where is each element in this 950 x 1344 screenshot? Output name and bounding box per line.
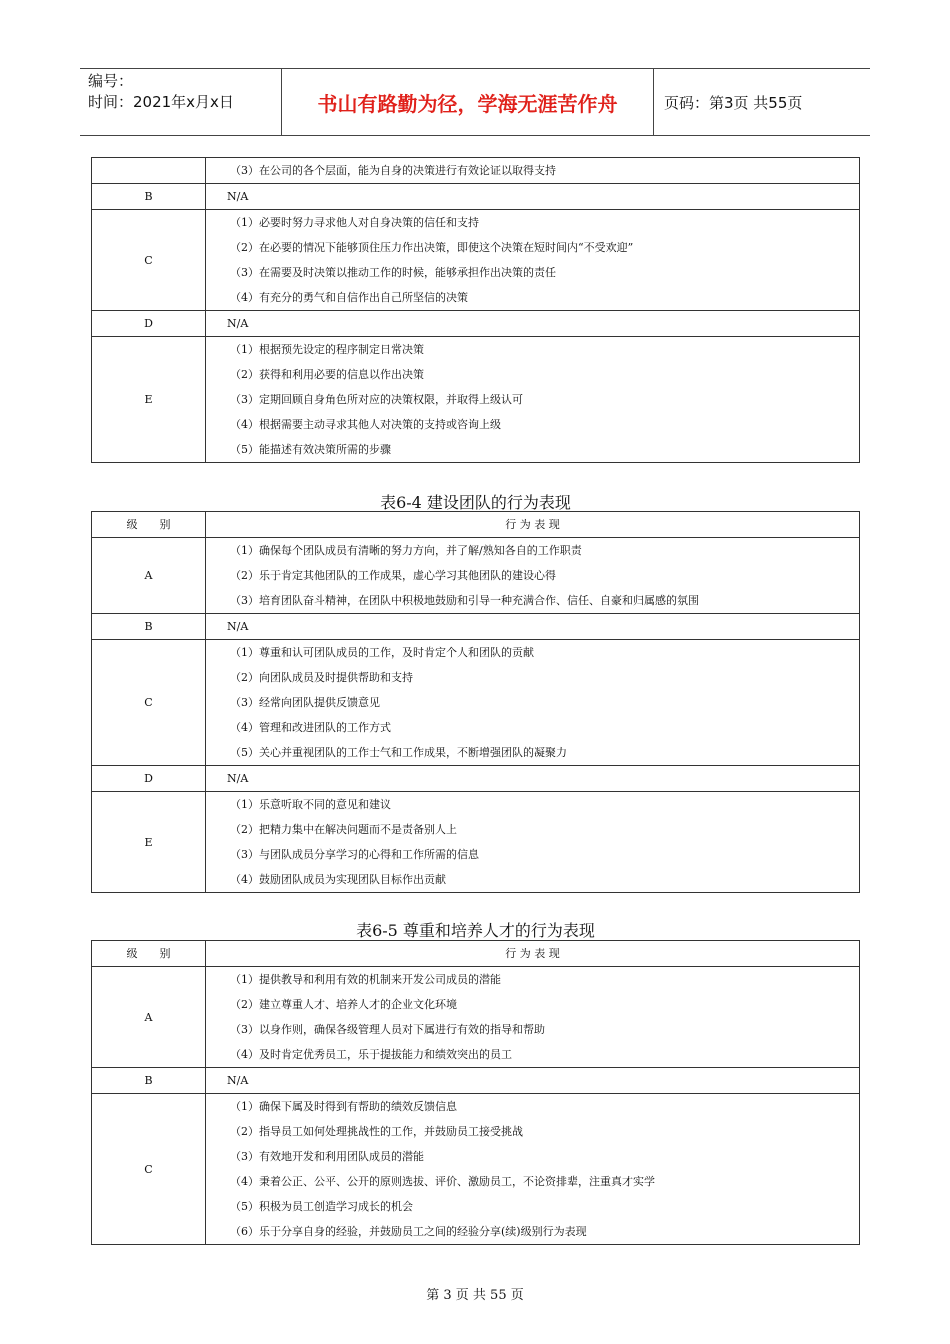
behavior-item: （1）尊重和认可团队成员的工作，及时肯定个人和团队的贡献 bbox=[230, 646, 534, 659]
behavior-item: （4）秉着公正、公平、公开的原则选拔、评价、激励员工，不论资排辈，注重真才实学 bbox=[230, 1175, 655, 1188]
behavior-item: （3）在公司的各个层面，能为自身的决策进行有效论证以取得支持 bbox=[230, 164, 556, 177]
talent-development-table bbox=[91, 940, 860, 1245]
behavior-item: （2）在必要的情况下能够顶住压力作出决策，即使这个决策在短时间内“不受欢迎” bbox=[230, 241, 634, 254]
level-cell: E bbox=[92, 792, 206, 893]
behavior-cell: N/A bbox=[206, 184, 860, 210]
table-row bbox=[92, 766, 860, 792]
level-cell: C bbox=[92, 1094, 206, 1245]
behavior-item: （5）积极为员工创造学习成长的机会 bbox=[230, 1200, 413, 1213]
behavior-item: （4）根据需要主动寻求其他人对决策的支持或咨询上级 bbox=[230, 418, 501, 431]
behavior-item: （2）建立尊重人才、培养人才的企业文化环境 bbox=[230, 998, 457, 1011]
behavior-item: （4）管理和改进团队的工作方式 bbox=[230, 721, 391, 734]
table-body bbox=[92, 967, 860, 1245]
behavior-item: （3）有效地开发和利用团队成员的潜能 bbox=[230, 1150, 424, 1163]
table-header-row bbox=[92, 512, 860, 538]
behavior-item: （5）能描述有效决策所需的步骤 bbox=[230, 443, 391, 456]
behavior-item: （1）确保每个团队成员有清晰的努力方向，并了解/熟知各自的工作职责 bbox=[230, 544, 582, 557]
behavior-item: （1）根据预先设定的程序制定日常决策 bbox=[230, 343, 424, 356]
level-cell: C bbox=[92, 640, 206, 766]
table-row bbox=[92, 1094, 860, 1245]
behavior-item: （6）乐于分享自身的经验，并鼓励员工之间的经验分享(续)级别行为表现 bbox=[230, 1225, 587, 1238]
table-row bbox=[92, 967, 860, 1068]
header-motto: 书山有路勤为径，学海无涯苦作舟 bbox=[282, 69, 654, 135]
behavior-item: （2）乐于肯定其他团队的工作成果，虚心学习其他团队的建设心得 bbox=[230, 569, 556, 582]
behavior-item: （3）定期回顾自身角色所对应的决策权限，并取得上级认可 bbox=[230, 393, 523, 406]
table-body bbox=[92, 158, 860, 463]
column-header-level: 级 别 bbox=[92, 941, 206, 967]
level-cell: D bbox=[92, 311, 206, 337]
team-building-table bbox=[91, 511, 860, 893]
table-body bbox=[92, 538, 860, 893]
level-cell: D bbox=[92, 766, 206, 792]
table-row bbox=[92, 158, 860, 184]
behavior-item: （4）有充分的勇气和自信作出自己所坚信的决策 bbox=[230, 291, 468, 304]
level-cell: C bbox=[92, 210, 206, 311]
behavior-cell bbox=[206, 158, 860, 184]
behavior-item: （4）及时肯定优秀员工，乐于提拔能力和绩效突出的员工 bbox=[230, 1048, 512, 1061]
behavior-item: （3）在需要及时决策以推动工作的时候，能够承担作出决策的责任 bbox=[230, 266, 556, 279]
behavior-cell bbox=[206, 210, 860, 311]
table-row bbox=[92, 792, 860, 893]
behavior-item: （3）培育团队奋斗精神，在团队中积极地鼓励和引导一种充满合作、信任、自豪和归属感的氛围 bbox=[230, 594, 699, 607]
header-page-info: 页码：第3页 共55页 bbox=[664, 93, 803, 112]
column-header-level: 级 别 bbox=[92, 512, 206, 538]
behavior-cell bbox=[206, 538, 860, 614]
table-row bbox=[92, 337, 860, 463]
behavior-item: （3）以身作则，确保各级管理人员对下属进行有效的指导和帮助 bbox=[230, 1023, 545, 1036]
decision-behavior-table bbox=[91, 157, 860, 463]
table-row bbox=[92, 210, 860, 311]
table-row bbox=[92, 538, 860, 614]
behavior-item: （5）关心并重视团队的工作士气和工作成果，不断增强团队的凝聚力 bbox=[230, 746, 567, 759]
header-meta bbox=[80, 69, 282, 135]
table-caption-team: 表6-4 建设团队的行为表现 bbox=[380, 493, 571, 512]
behavior-item: （2）指导员工如何处理挑战性的工作，并鼓励员工接受挑战 bbox=[230, 1125, 523, 1138]
time-label: 时间：2021年x月x日 bbox=[88, 93, 234, 111]
behavior-item: （4）鼓励团队成员为实现团队目标作出贡献 bbox=[230, 873, 446, 886]
table-caption-talent: 表6-5 尊重和培养人才的行为表现 bbox=[356, 921, 595, 940]
level-cell: B bbox=[92, 184, 206, 210]
behavior-cell: N/A bbox=[206, 311, 860, 337]
behavior-cell: N/A bbox=[206, 1068, 860, 1094]
behavior-item: （1）提供教导和利用有效的机制来开发公司成员的潜能 bbox=[230, 973, 501, 986]
behavior-cell bbox=[206, 967, 860, 1068]
behavior-cell: N/A bbox=[206, 614, 860, 640]
level-cell: A bbox=[92, 967, 206, 1068]
level-cell: A bbox=[92, 538, 206, 614]
serial-label: 编号： bbox=[88, 72, 134, 90]
behavior-cell bbox=[206, 1094, 860, 1245]
behavior-item: （1）必要时努力寻求他人对自身决策的信任和支持 bbox=[230, 216, 479, 229]
behavior-cell: N/A bbox=[206, 766, 860, 792]
behavior-item: （3）经常向团队提供反馈意见 bbox=[230, 696, 380, 709]
level-cell: E bbox=[92, 337, 206, 463]
table-row bbox=[92, 1068, 860, 1094]
level-cell: B bbox=[92, 614, 206, 640]
table-row bbox=[92, 184, 860, 210]
behavior-item: （2）把精力集中在解决问题而不是责备别人上 bbox=[230, 823, 457, 836]
column-header-behavior: 行 为 表 现 bbox=[206, 941, 860, 967]
behavior-item: （3）与团队成员分享学习的心得和工作所需的信息 bbox=[230, 848, 479, 861]
table-row bbox=[92, 614, 860, 640]
behavior-cell bbox=[206, 337, 860, 463]
level-cell: B bbox=[92, 1068, 206, 1094]
behavior-item: （1）确保下属及时得到有帮助的绩效反馈信息 bbox=[230, 1100, 457, 1113]
behavior-item: （2）获得和利用必要的信息以作出决策 bbox=[230, 368, 424, 381]
level-cell bbox=[92, 158, 206, 184]
table-row bbox=[92, 640, 860, 766]
page-footer: 第 3 页 共 55 页 bbox=[426, 1288, 524, 1303]
table-row bbox=[92, 311, 860, 337]
column-header-behavior: 行 为 表 现 bbox=[206, 512, 860, 538]
page-header bbox=[80, 68, 870, 136]
behavior-cell bbox=[206, 792, 860, 893]
behavior-item: （1）乐意听取不同的意见和建议 bbox=[230, 798, 391, 811]
behavior-item: （2）向团队成员及时提供帮助和支持 bbox=[230, 671, 413, 684]
table-header-row bbox=[92, 941, 860, 967]
behavior-cell bbox=[206, 640, 860, 766]
